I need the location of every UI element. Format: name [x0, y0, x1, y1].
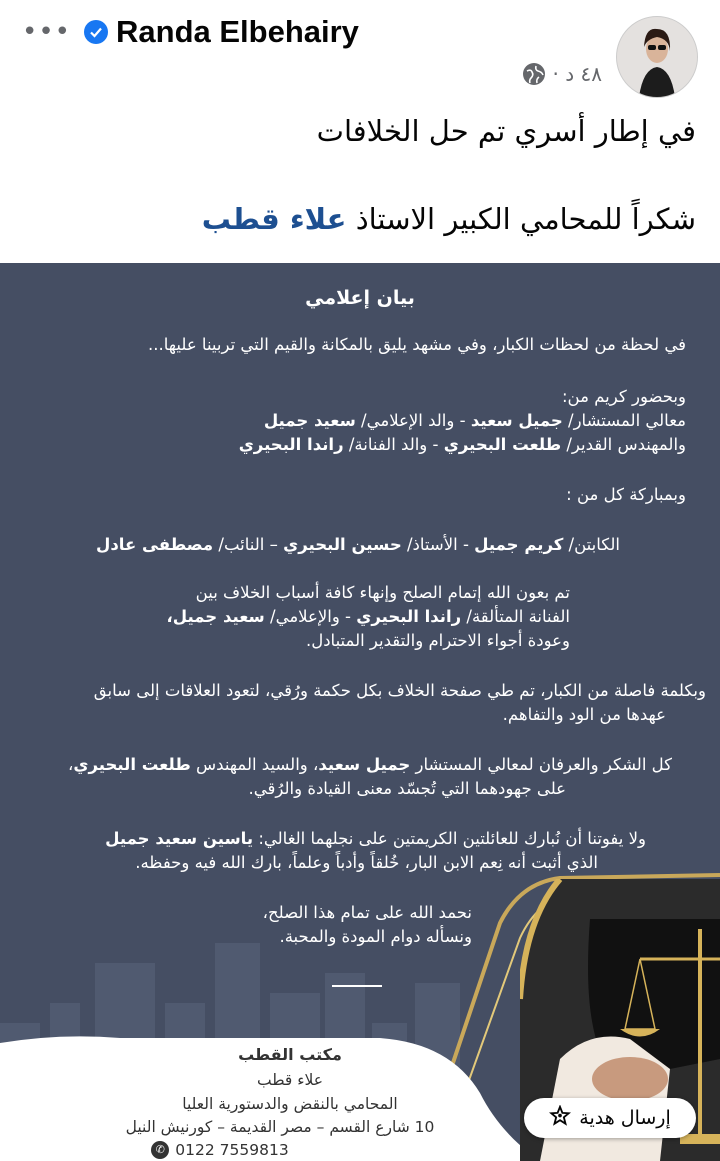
text: ولا يفوتنا أن نُبارك للعائلتين الكريمتين على نجلهما الغالي:: [253, 829, 646, 848]
caption-line-2: [202, 202, 696, 236]
closing-line-2: ونسأله دوام المودة والمحبة.: [279, 927, 472, 946]
text: - والإعلامي/: [264, 607, 357, 626]
author-name[interactable]: Randa Elbehairy: [116, 14, 359, 49]
name: طلعت البحيري: [443, 435, 562, 454]
presence-line-2: [239, 433, 686, 457]
text: والمهندس القدير/: [561, 435, 686, 454]
presence-line-1: [264, 409, 686, 433]
text: – النائب/: [213, 535, 284, 554]
name: حسين البحيري: [283, 535, 402, 554]
office-phone-row: [140, 1141, 300, 1159]
office-lawyer: علاء قطب: [256, 1071, 324, 1089]
word-line-2: عهدها من الود والتفاهم.: [502, 705, 666, 724]
statement-title: بيان إعلامي: [305, 287, 415, 309]
text: الكابتن/: [563, 535, 620, 554]
phone-icon: ✆: [151, 1141, 169, 1159]
post-meta: [523, 62, 602, 86]
text: الفنانة المتألقة/: [461, 607, 570, 626]
name: طلعت البحيري: [73, 755, 191, 774]
caption-text: شكراً للمحامي الكبير الاستاذ: [346, 202, 696, 236]
caption-line-1: في إطار أسري تم حل الخلافات: [316, 114, 696, 148]
word-line-1: وبكلمة فاصلة من الكبار، تم طي صفحة الخلاف بكل حكمة ورُقي، لتعود العلاقات إلى سابق: [93, 681, 706, 700]
name: راندا البحيري: [238, 435, 344, 454]
post-header: [0, 0, 720, 100]
name: كريم جميل: [474, 535, 564, 554]
name: جميل سعيد: [318, 755, 411, 774]
divider: [332, 985, 382, 987]
closing-line-1: نحمد الله على تمام هذا الصلح،: [262, 903, 472, 922]
avatar[interactable]: [616, 16, 698, 98]
name: مصطفى عادل: [96, 535, 214, 554]
blessing-line: [96, 533, 620, 557]
office-phone: 0122 7559813: [175, 1141, 289, 1159]
more-options-icon[interactable]: •••: [22, 17, 72, 47]
blessing-heading: وبمباركة كل من :: [566, 485, 686, 504]
mention-link[interactable]: علاء قطب: [201, 202, 347, 236]
gift-star-icon: [549, 1105, 571, 1132]
post-image[interactable]: [0, 263, 720, 1161]
reconcile-line-3: وعودة أجواء الاحترام والتقدير المتبادل.: [305, 631, 570, 650]
office-title: المحامي بالنقض والدستورية العليا: [182, 1095, 398, 1113]
text: - الأستاذ/: [401, 535, 475, 554]
congrats-line-1: [105, 827, 646, 851]
send-gift-button[interactable]: [524, 1098, 696, 1138]
text: معالي المستشار/: [562, 411, 686, 430]
globe-icon: [523, 63, 545, 85]
presence-heading: وبحضور كريم من:: [562, 387, 686, 406]
office-address: 10 شارع القسم – مصر القديمة – كورنيش النيل: [125, 1118, 435, 1136]
name: سعيد جميل،: [166, 607, 265, 626]
text: كل الشكر والعرفان لمعالي المستشار: [410, 755, 672, 774]
office-name: مكتب القطب: [238, 1045, 342, 1064]
text: ، والسيد المهندس: [190, 755, 319, 774]
name: سعيد جميل: [263, 411, 356, 430]
text: - والد الإعلامي/: [355, 411, 471, 430]
congrats-line-2: الذي أثبت أنه نِعم الابن البار، خُلقاً وأدباً وعلماً، بارك الله فيه وحفظه.: [135, 853, 598, 872]
thanks-line-2: على جهودهما التي تُجسّد معنى القيادة والرُقي.: [248, 779, 566, 798]
reconcile-line-1: تم بعون الله إتمام الصلح وإنهاء كافة أسباب الخلاف بين: [195, 583, 570, 602]
thanks-line-1: [68, 753, 672, 777]
name: ياسين سعيد جميل: [105, 829, 254, 848]
text: ،: [68, 755, 74, 774]
post-time[interactable]: ٤٨ د ·: [552, 62, 602, 86]
reconcile-line-2: [167, 605, 570, 629]
statement-intro: في لحظة من لحظات الكبار، وفي مشهد يليق بالمكانة والقيم التي تربينا عليها...: [148, 335, 686, 354]
gift-label: إرسال هدية: [579, 1107, 671, 1129]
name: جميل سعيد: [470, 411, 563, 430]
name: راندا البحيري: [356, 607, 462, 626]
verified-badge-icon: [84, 20, 108, 44]
text: - والد الفنانة/: [343, 435, 444, 454]
